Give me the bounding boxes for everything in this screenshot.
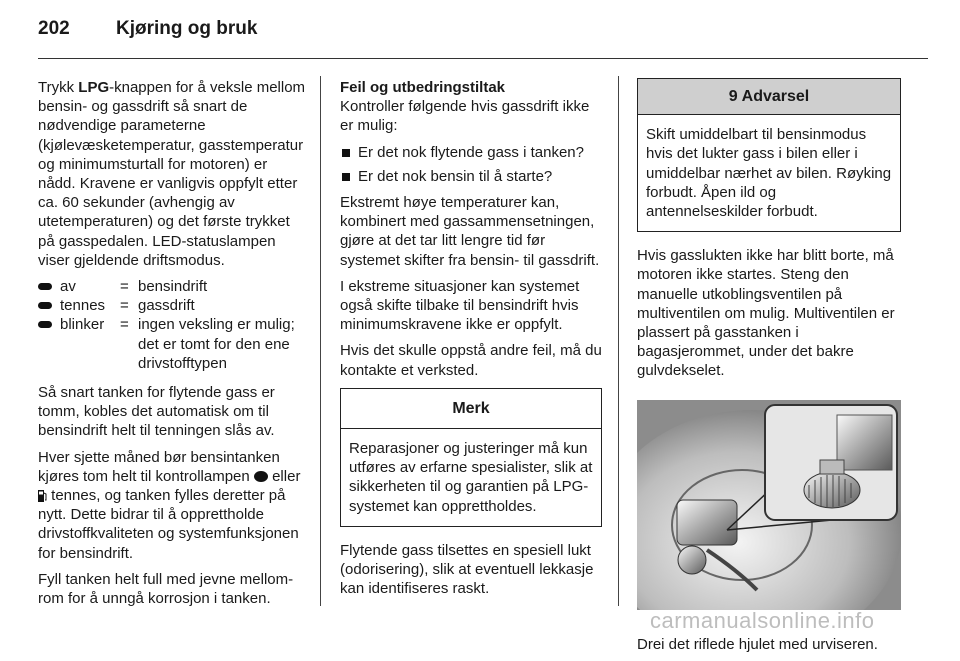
note-text: Reparasjoner og justeringer må kun utføres av erfarne spesialister, slik at sikkerheten til og garantien på LPG-systemet kan opprettholdes. [349, 440, 593, 515]
definition-row: blinker = ingen veksling er mulig; det er tomt for den ene drivstofftypen [38, 315, 306, 373]
fuel-pump-icon [38, 489, 47, 502]
column-3 [637, 78, 901, 661]
paragraph: Hvis gasslukten ikke har blitt borte, må motoren ikke startes. Steng den manuelle utkoblingsventilen på multiventilen om mulig. Multiventilen er plassert på gasstanken i bagasjerommet, under det bakre gulvdekselet. [637, 247, 895, 380]
column-1 [38, 78, 306, 615]
paragraph: Ekstremt høye temperaturer kan, kombinert med gassammensetningen, gjøre at det tar litt lengre tid før systemet skifter fra bensin- til gassdrift. [340, 194, 600, 269]
lpg-button-name: LPG [78, 79, 110, 96]
paragraph: Kontroller følgende hvis gassdrift ikke er mulig: [340, 98, 590, 135]
warning-text: Skift umiddelbart til bensinmodus hvis det lukter gass i bilen eller i umiddelbar nærhet av bilen. Røyking forbudt. Åpen ild og antennelseskilder forbudt. [646, 126, 892, 221]
led-lamp-icon [38, 302, 52, 309]
column-divider-2 [618, 76, 619, 606]
column-2 [340, 78, 602, 605]
column-divider-1 [320, 76, 321, 606]
fuel-warning-lamp-icon [254, 471, 268, 482]
warning-header [638, 79, 900, 115]
led-status-definitions [38, 277, 306, 373]
page-number: 202 [38, 18, 70, 39]
bullet-icon [342, 173, 350, 181]
definition-row: av = bensindrift [38, 277, 306, 296]
note-box [340, 388, 602, 527]
figure-caption: Drei det riflede hjulet med urviseren. [637, 635, 878, 653]
paragraph: Hvis det skulle oppstå andre feil, må du kontakte et verksted. [340, 342, 602, 379]
paragraph: Hver sjette måned bør bensintanken kjøres tom helt til kontrollampen eller tennes, og tanken fylles deretter på nytt. Dette bidrar til å opprettholde drivstoffkvaliteten og systemfunksjonen for bensindrift. [38, 448, 301, 562]
header-rule [38, 58, 928, 59]
definition-row: tennes = gassdrift [38, 296, 306, 315]
chapter-title: Kjøring og bruk [116, 18, 258, 39]
paragraph: Så snart tanken for flytende gass er tomm, kobles det automatisk om til bensindrift helt til tenningen slås av. [38, 384, 275, 440]
bullet-list [340, 143, 602, 186]
warning-box [637, 78, 901, 232]
paragraph: Flytende gass tilsettes en spesiell lukt (odorisering), slik at eventuell lekkasje kan identifiseres raskt. [340, 541, 594, 598]
bullet-icon [342, 149, 350, 157]
list-item: Er det nok flytende gass i tanken? [340, 143, 602, 162]
warning-title: Advarsel [741, 88, 810, 105]
led-lamp-icon [38, 283, 52, 290]
watermark: carmanualsonline.info [650, 608, 875, 633]
led-lamp-icon [38, 321, 52, 328]
multivalve-photo [637, 400, 901, 610]
intro-paragraph: Trykk LPG-knappen for å veksle mellom bensin- og gassdrift så snart de nødvendige parameterne (kjølevæsketemperatur, gasstemperatur og minimumsturtall for motoren) er nådd. Kravene er vanligvis oppfylt etter ca. 60 sekunder (avhengig av utetemperaturen) og det første trykket på gasspedalen. LED-statuslampen viser gjeldende driftsmodus. [38, 79, 306, 269]
section-heading: Feil og utbedringstiltak [340, 79, 506, 96]
list-item: Er det nok bensin til å starte? [340, 167, 602, 186]
note-title: Merk [341, 389, 601, 429]
warning-triangle-icon: 9 [728, 88, 738, 105]
paragraph: I ekstreme situasjoner kan systemet også skifte tilbake til bensindrift hvis minimumskravene ikke er oppfylt. [340, 277, 580, 334]
paragraph: Fyll tanken helt full med jevne mellomrom for å unngå korrosjon i tanken. [38, 570, 294, 608]
